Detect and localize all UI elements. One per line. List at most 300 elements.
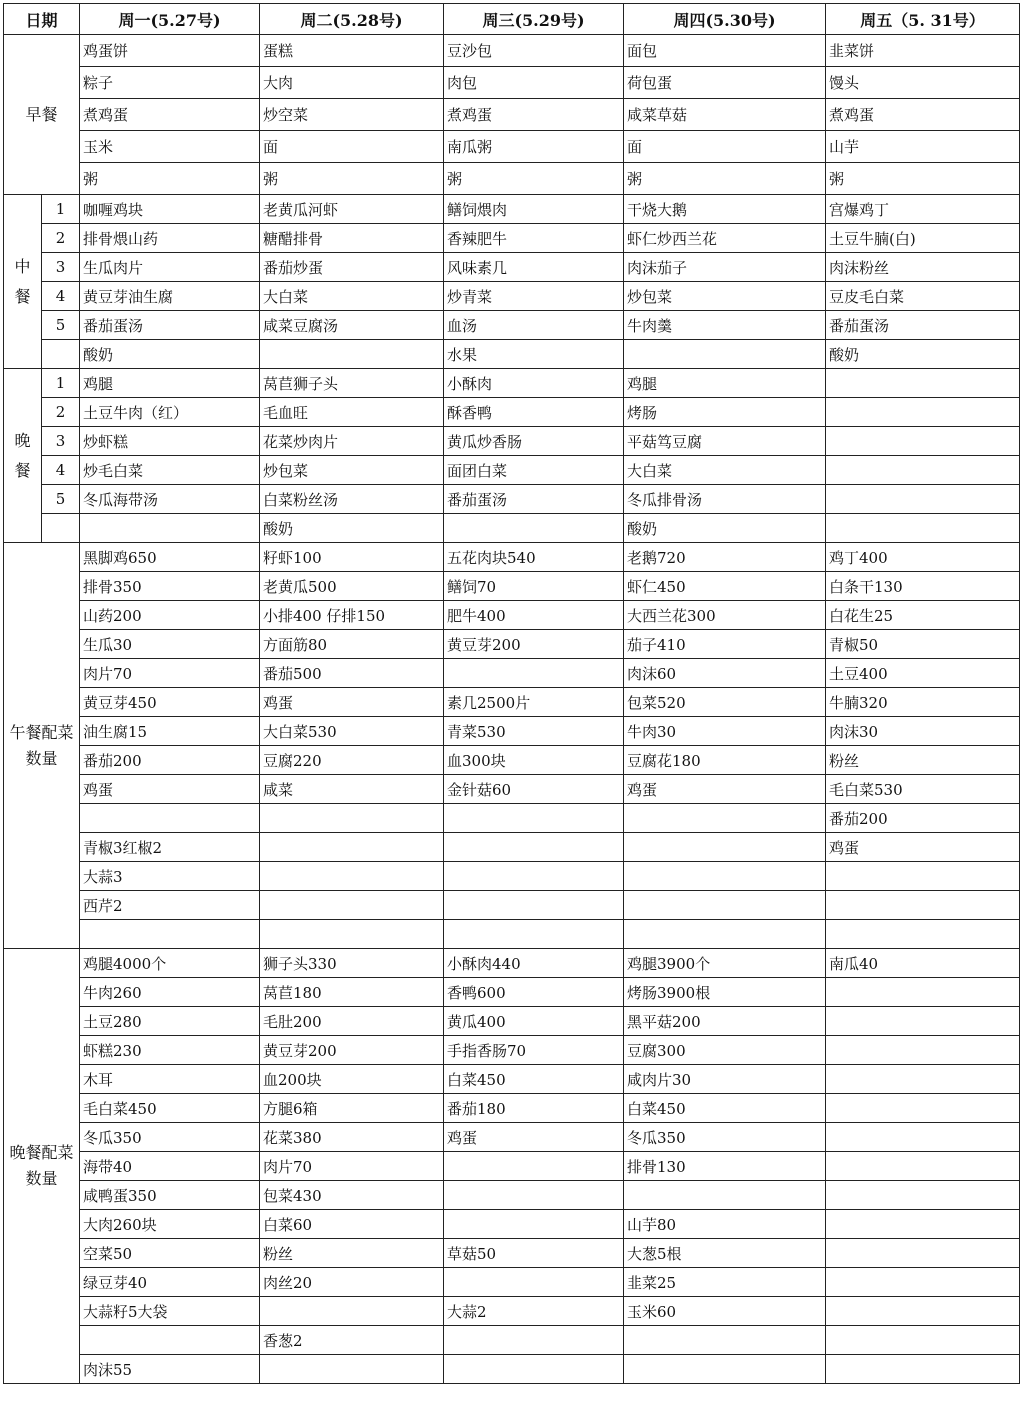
cell	[624, 1181, 826, 1210]
cell: 面	[624, 131, 826, 163]
cell: 蛋糕	[260, 35, 444, 67]
cell: 大白菜530	[260, 717, 444, 746]
cell: 酸奶	[624, 514, 826, 543]
cell: 粥	[826, 163, 1020, 195]
cell: 鸡蛋	[260, 688, 444, 717]
cell: 冬瓜海带汤	[80, 485, 260, 514]
cell: 番茄200	[826, 804, 1020, 833]
lunch-qty-row	[4, 746, 1020, 775]
cell: 排骨130	[624, 1152, 826, 1181]
cell	[826, 1065, 1020, 1094]
lunch-row	[4, 253, 1020, 282]
dish-number: 2	[42, 224, 80, 253]
cell	[444, 1181, 624, 1210]
cell: 豆皮毛白菜	[826, 282, 1020, 311]
cell	[826, 1007, 1020, 1036]
cell: 南瓜40	[826, 949, 1020, 978]
cell: 番茄蛋汤	[80, 311, 260, 340]
lunch-qty-row	[4, 688, 1020, 717]
cell: 肉丝20	[260, 1268, 444, 1297]
cell: 豆腐220	[260, 746, 444, 775]
cell	[444, 514, 624, 543]
cell: 鸡腿3900个	[624, 949, 826, 978]
cell: 肉沫55	[80, 1355, 260, 1384]
cell: 生瓜30	[80, 630, 260, 659]
dinner-qty-row	[4, 1210, 1020, 1239]
cell: 大蒜2	[444, 1297, 624, 1326]
dinner-qty-row	[4, 1094, 1020, 1123]
cell: 番茄180	[444, 1094, 624, 1123]
cell	[80, 514, 260, 543]
cell: 煮鸡蛋	[80, 99, 260, 131]
cell: 炒毛白菜	[80, 456, 260, 485]
cell: 老黄瓜500	[260, 572, 444, 601]
cell: 老黄瓜河虾	[260, 195, 444, 224]
cell: 大白菜	[624, 456, 826, 485]
cell: 鸡蛋饼	[80, 35, 260, 67]
cell: 老鹅720	[624, 543, 826, 572]
cell: 小酥肉	[444, 369, 624, 398]
cell	[826, 1210, 1020, 1239]
cell: 籽虾100	[260, 543, 444, 572]
cell: 茄子410	[624, 630, 826, 659]
cell: 莴苣狮子头	[260, 369, 444, 398]
cell	[826, 1036, 1020, 1065]
cell: 冬瓜350	[624, 1123, 826, 1152]
cell: 土豆400	[826, 659, 1020, 688]
cell: 肉片70	[260, 1152, 444, 1181]
cell	[260, 862, 444, 891]
cell: 青菜530	[444, 717, 624, 746]
cell: 鸡腿4000个	[80, 949, 260, 978]
cell: 海带40	[80, 1152, 260, 1181]
cell: 小排400 仔排150	[260, 601, 444, 630]
cell: 咸菜豆腐汤	[260, 311, 444, 340]
cell: 包菜430	[260, 1181, 444, 1210]
cell: 山芋80	[624, 1210, 826, 1239]
dish-number: 5	[42, 485, 80, 514]
cell: 烤肠	[624, 398, 826, 427]
cell	[444, 659, 624, 688]
cell	[444, 920, 624, 949]
cell: 肉沫茄子	[624, 253, 826, 282]
cell	[826, 456, 1020, 485]
header-monday: 周一(5.27号)	[80, 4, 260, 35]
cell: 番茄500	[260, 659, 444, 688]
cell	[80, 920, 260, 949]
cell: 面	[260, 131, 444, 163]
cell: 包菜520	[624, 688, 826, 717]
dinner-qty-row	[4, 949, 1020, 978]
cell: 咖喱鸡块	[80, 195, 260, 224]
header-wednesday: 周三(5.29号)	[444, 4, 624, 35]
cell: 酥香鸭	[444, 398, 624, 427]
dinner-row	[4, 398, 1020, 427]
lunch-qty-row	[4, 572, 1020, 601]
cell: 黄豆芽油生腐	[80, 282, 260, 311]
cell	[624, 920, 826, 949]
cell: 黑脚鸡650	[80, 543, 260, 572]
dish-number	[42, 514, 80, 543]
cell: 酸奶	[826, 340, 1020, 369]
cell: 毛白菜530	[826, 775, 1020, 804]
cell: 烤肠3900根	[624, 978, 826, 1007]
cell: 方面筋80	[260, 630, 444, 659]
dish-number	[42, 340, 80, 369]
cell	[444, 833, 624, 862]
cell: 韭菜25	[624, 1268, 826, 1297]
cell	[624, 804, 826, 833]
cell	[826, 1239, 1020, 1268]
cell: 毛肚200	[260, 1007, 444, 1036]
cell: 草菇50	[444, 1239, 624, 1268]
cell: 土豆280	[80, 1007, 260, 1036]
cell: 血200块	[260, 1065, 444, 1094]
cell: 南瓜粥	[444, 131, 624, 163]
cell: 大肉260块	[80, 1210, 260, 1239]
cell: 花菜炒肉片	[260, 427, 444, 456]
cell: 豆腐300	[624, 1036, 826, 1065]
cell: 血300块	[444, 746, 624, 775]
dinner-qty-row	[4, 1036, 1020, 1065]
cell: 酸奶	[80, 340, 260, 369]
dinner-qty-row	[4, 1326, 1020, 1355]
cell	[826, 920, 1020, 949]
cell: 咸菜	[260, 775, 444, 804]
dinner-qty-row	[4, 978, 1020, 1007]
cell	[826, 1326, 1020, 1355]
cell: 水果	[444, 340, 624, 369]
cell: 鸡蛋	[80, 775, 260, 804]
cell	[826, 369, 1020, 398]
cell	[826, 398, 1020, 427]
cell: 绿豆芽40	[80, 1268, 260, 1297]
cell: 西芹2	[80, 891, 260, 920]
cell: 番茄蛋汤	[444, 485, 624, 514]
cell	[826, 891, 1020, 920]
cell: 莴苣180	[260, 978, 444, 1007]
cell: 黄瓜炒香肠	[444, 427, 624, 456]
lunch-row	[4, 224, 1020, 253]
cell: 宫爆鸡丁	[826, 195, 1020, 224]
dinner-qty-row	[4, 1239, 1020, 1268]
dish-number: 5	[42, 311, 80, 340]
cell: 鸡蛋	[624, 775, 826, 804]
breakfast-row	[4, 99, 1020, 131]
header-tuesday: 周二(5.28号)	[260, 4, 444, 35]
cell: 木耳	[80, 1065, 260, 1094]
cell: 方腿6箱	[260, 1094, 444, 1123]
cell: 小酥肉440	[444, 949, 624, 978]
cell	[444, 862, 624, 891]
cell	[260, 804, 444, 833]
cell: 青椒50	[826, 630, 1020, 659]
cell: 炒包菜	[260, 456, 444, 485]
cell: 炒虾糕	[80, 427, 260, 456]
lunch-qty-row	[4, 833, 1020, 862]
menu-body	[4, 35, 1020, 1384]
dinner-qty-label: 晚餐配菜数量	[4, 949, 80, 1384]
cell: 韭菜饼	[826, 35, 1020, 67]
cell: 排骨350	[80, 572, 260, 601]
cell	[444, 804, 624, 833]
cell: 番茄200	[80, 746, 260, 775]
cell: 冬瓜350	[80, 1123, 260, 1152]
cell: 鳝饲煨肉	[444, 195, 624, 224]
cell: 肉沫60	[624, 659, 826, 688]
cell: 排骨煨山药	[80, 224, 260, 253]
cell	[826, 1268, 1020, 1297]
cell: 大西兰花300	[624, 601, 826, 630]
menu-table	[3, 3, 1020, 1384]
cell: 番茄蛋汤	[826, 311, 1020, 340]
cell: 豆沙包	[444, 35, 624, 67]
menu-sheet	[3, 3, 1020, 1384]
cell: 黄豆芽200	[444, 630, 624, 659]
cell: 干烧大鹅	[624, 195, 826, 224]
header-date: 日期	[4, 4, 80, 35]
cell: 鸡腿	[624, 369, 826, 398]
cell: 白菜450	[624, 1094, 826, 1123]
cell	[444, 891, 624, 920]
cell: 山药200	[80, 601, 260, 630]
cell	[444, 1355, 624, 1384]
dinner-qty-row	[4, 1123, 1020, 1152]
cell	[826, 1297, 1020, 1326]
cell	[826, 1152, 1020, 1181]
cell: 白条干130	[826, 572, 1020, 601]
cell	[624, 340, 826, 369]
lunch-qty-row	[4, 659, 1020, 688]
cell: 金针菇60	[444, 775, 624, 804]
dinner-qty-row	[4, 1007, 1020, 1036]
cell: 青椒3红椒2	[80, 833, 260, 862]
cell: 面包	[624, 35, 826, 67]
header-thursday: 周四(5.30号)	[624, 4, 826, 35]
cell: 肉片70	[80, 659, 260, 688]
cell: 花菜380	[260, 1123, 444, 1152]
cell: 牛腩320	[826, 688, 1020, 717]
dinner-qty-row	[4, 1355, 1020, 1384]
breakfast-row	[4, 67, 1020, 99]
cell: 土豆牛腩(白)	[826, 224, 1020, 253]
cell: 粥	[624, 163, 826, 195]
cell: 风味素几	[444, 253, 624, 282]
dish-number: 4	[42, 456, 80, 485]
lunch-row	[4, 340, 1020, 369]
cell: 大蒜3	[80, 862, 260, 891]
dinner-qty-row	[4, 1268, 1020, 1297]
lunch-qty-row	[4, 804, 1020, 833]
cell	[80, 1326, 260, 1355]
cell: 虾仁450	[624, 572, 826, 601]
cell: 素几2500片	[444, 688, 624, 717]
cell: 肥牛400	[444, 601, 624, 630]
cell: 粥	[444, 163, 624, 195]
cell: 油生腐15	[80, 717, 260, 746]
cell: 咸肉片30	[624, 1065, 826, 1094]
cell: 白菜60	[260, 1210, 444, 1239]
cell	[826, 485, 1020, 514]
cell	[624, 862, 826, 891]
cell: 馒头	[826, 67, 1020, 99]
cell: 虾仁炒西兰花	[624, 224, 826, 253]
dinner-label: 晚餐	[4, 369, 42, 543]
cell: 咸鸭蛋350	[80, 1181, 260, 1210]
lunch-row	[4, 311, 1020, 340]
cell: 生瓜肉片	[80, 253, 260, 282]
cell: 手指香肠70	[444, 1036, 624, 1065]
breakfast-row	[4, 35, 1020, 67]
cell: 黄豆芽200	[260, 1036, 444, 1065]
cell: 白花生25	[826, 601, 1020, 630]
breakfast-label: 早餐	[4, 35, 80, 195]
cell: 炒青菜	[444, 282, 624, 311]
dinner-row	[4, 514, 1020, 543]
cell	[624, 1326, 826, 1355]
cell	[444, 1326, 624, 1355]
cell	[826, 1094, 1020, 1123]
lunch-qty-row	[4, 630, 1020, 659]
cell: 牛肉30	[624, 717, 826, 746]
lunch-qty-row	[4, 601, 1020, 630]
header-friday: 周五（5. 31号）	[826, 4, 1020, 35]
cell: 肉包	[444, 67, 624, 99]
cell: 炒包菜	[624, 282, 826, 311]
cell	[260, 340, 444, 369]
cell: 煮鸡蛋	[444, 99, 624, 131]
cell: 空菜50	[80, 1239, 260, 1268]
dinner-qty-row	[4, 1181, 1020, 1210]
cell: 白菜450	[444, 1065, 624, 1094]
cell: 血汤	[444, 311, 624, 340]
cell: 粥	[80, 163, 260, 195]
cell: 牛肉260	[80, 978, 260, 1007]
dinner-row	[4, 456, 1020, 485]
cell: 毛白菜450	[80, 1094, 260, 1123]
cell: 虾糕230	[80, 1036, 260, 1065]
cell: 玉米60	[624, 1297, 826, 1326]
cell: 鸡腿	[80, 369, 260, 398]
lunch-qty-row	[4, 862, 1020, 891]
lunch-qty-label: 午餐配菜数量	[4, 543, 80, 949]
cell: 黄豆芽450	[80, 688, 260, 717]
cell	[624, 833, 826, 862]
cell: 豆腐花180	[624, 746, 826, 775]
cell	[444, 1152, 624, 1181]
cell: 黑平菇200	[624, 1007, 826, 1036]
dish-number: 3	[42, 253, 80, 282]
cell: 玉米	[80, 131, 260, 163]
cell	[444, 1210, 624, 1239]
breakfast-row	[4, 163, 1020, 195]
cell	[260, 891, 444, 920]
header-row	[4, 4, 1020, 35]
lunch-qty-row	[4, 775, 1020, 804]
lunch-qty-row	[4, 717, 1020, 746]
lunch-qty-row	[4, 543, 1020, 572]
cell: 面团白菜	[444, 456, 624, 485]
cell	[80, 804, 260, 833]
dinner-row	[4, 485, 1020, 514]
cell	[826, 514, 1020, 543]
cell	[826, 427, 1020, 456]
cell: 土豆牛肉（红）	[80, 398, 260, 427]
dish-number: 1	[42, 195, 80, 224]
cell	[826, 978, 1020, 1007]
cell	[260, 1355, 444, 1384]
cell: 毛血旺	[260, 398, 444, 427]
lunch-label: 中餐	[4, 195, 42, 369]
cell: 香葱2	[260, 1326, 444, 1355]
cell: 肉沫粉丝	[826, 253, 1020, 282]
cell	[444, 1268, 624, 1297]
cell: 冬瓜排骨汤	[624, 485, 826, 514]
cell: 香鸭600	[444, 978, 624, 1007]
cell	[260, 833, 444, 862]
cell: 酸奶	[260, 514, 444, 543]
cell: 五花肉块540	[444, 543, 624, 572]
cell: 狮子头330	[260, 949, 444, 978]
dish-number: 3	[42, 427, 80, 456]
cell	[260, 920, 444, 949]
dinner-row	[4, 427, 1020, 456]
cell	[826, 1123, 1020, 1152]
cell: 鸡蛋	[444, 1123, 624, 1152]
cell: 大葱5根	[624, 1239, 826, 1268]
dinner-qty-row	[4, 1065, 1020, 1094]
lunch-row	[4, 195, 1020, 224]
cell: 糖醋排骨	[260, 224, 444, 253]
cell: 荷包蛋	[624, 67, 826, 99]
dinner-row	[4, 369, 1020, 398]
dinner-qty-row	[4, 1297, 1020, 1326]
cell	[826, 1355, 1020, 1384]
cell: 大蒜籽5大袋	[80, 1297, 260, 1326]
breakfast-row	[4, 131, 1020, 163]
cell: 鳝饲70	[444, 572, 624, 601]
lunch-qty-row	[4, 920, 1020, 949]
cell: 炒空菜	[260, 99, 444, 131]
cell: 牛肉羹	[624, 311, 826, 340]
cell: 粉丝	[260, 1239, 444, 1268]
dinner-qty-row	[4, 1152, 1020, 1181]
cell	[826, 862, 1020, 891]
cell: 粉丝	[826, 746, 1020, 775]
dish-number: 4	[42, 282, 80, 311]
cell: 鸡蛋	[826, 833, 1020, 862]
cell: 平菇笃豆腐	[624, 427, 826, 456]
cell: 粥	[260, 163, 444, 195]
cell: 咸菜草菇	[624, 99, 826, 131]
cell: 肉沫30	[826, 717, 1020, 746]
cell	[826, 1181, 1020, 1210]
lunch-qty-row	[4, 891, 1020, 920]
cell: 山芋	[826, 131, 1020, 163]
cell: 粽子	[80, 67, 260, 99]
cell	[260, 1297, 444, 1326]
cell: 煮鸡蛋	[826, 99, 1020, 131]
cell: 大白菜	[260, 282, 444, 311]
cell: 鸡丁400	[826, 543, 1020, 572]
cell: 白菜粉丝汤	[260, 485, 444, 514]
cell	[624, 891, 826, 920]
cell	[624, 1355, 826, 1384]
cell: 大肉	[260, 67, 444, 99]
lunch-row	[4, 282, 1020, 311]
dish-number: 1	[42, 369, 80, 398]
cell: 番茄炒蛋	[260, 253, 444, 282]
